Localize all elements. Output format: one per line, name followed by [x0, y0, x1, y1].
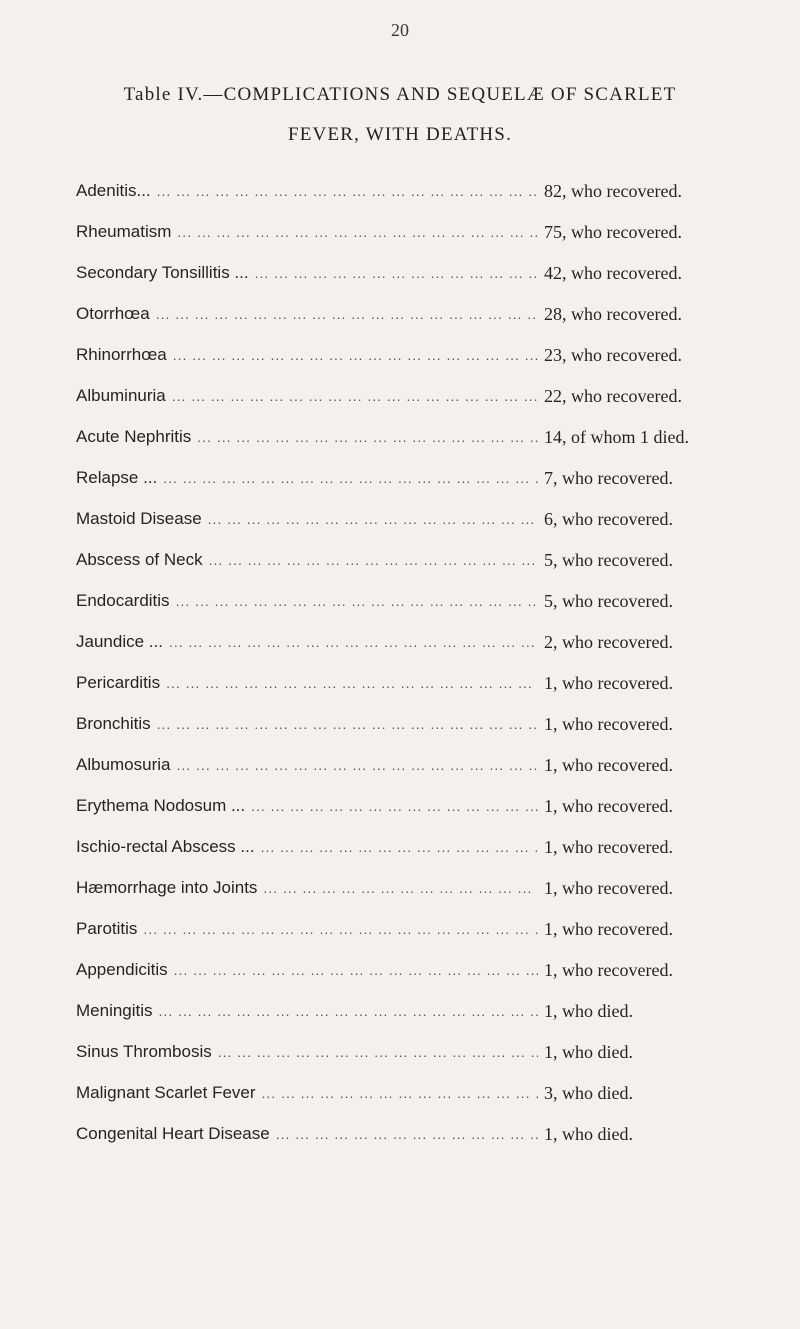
condition-label: Hæmorrhage into Joints — [76, 878, 258, 897]
leader-dots — [176, 593, 538, 609]
case-outcome: 1, who recovered. — [544, 918, 673, 939]
condition-label: Bronchitis — [76, 714, 151, 733]
list-item — [76, 996, 780, 1026]
list-item — [76, 217, 780, 247]
case-outcome: 23, who recovered. — [544, 344, 682, 365]
list-item — [76, 1037, 780, 1067]
condition-label: Rhinorrhœa — [76, 345, 167, 364]
table-title: Table IV.—COMPLICATIONS AND SEQUELÆ OF SCARLET — [123, 84, 677, 105]
condition-label: Albumosuria — [76, 755, 171, 774]
case-outcome: 1, who recovered. — [544, 836, 673, 857]
case-outcome: 82, who recovered. — [544, 180, 682, 201]
case-outcome: 1, who recovered. — [544, 959, 673, 980]
leader-dots — [276, 1126, 538, 1142]
condition-label: Rheumatism — [76, 222, 172, 241]
list-item — [76, 750, 780, 780]
leader-dots — [208, 511, 538, 527]
list-item — [76, 627, 780, 657]
list-item — [76, 381, 780, 411]
case-outcome: 75, who recovered. — [544, 221, 682, 242]
leader-dots — [177, 757, 539, 773]
leader-dots — [263, 880, 538, 896]
condition-label: Secondary Tonsillitis ... — [76, 263, 249, 282]
case-outcome: 2, who recovered. — [544, 631, 673, 652]
list-item — [76, 258, 780, 288]
case-outcome: 28, who recovered. — [544, 303, 682, 324]
condition-label: Mastoid Disease — [76, 509, 202, 528]
condition-label: Jaundice ... — [76, 632, 163, 651]
leader-dots — [173, 347, 538, 363]
condition-label: Otorrhœa — [76, 304, 150, 323]
leader-dots — [166, 675, 538, 691]
leader-dots — [169, 634, 538, 650]
leader-dots — [197, 429, 538, 445]
list-item — [76, 586, 780, 616]
leader-dots — [143, 921, 538, 937]
leader-dots — [172, 388, 538, 404]
leader-dots — [255, 265, 538, 281]
list-item — [76, 791, 780, 821]
list-item — [76, 340, 780, 370]
case-outcome: 1, who recovered. — [544, 754, 673, 775]
list-item — [76, 1119, 780, 1149]
condition-label: Pericarditis — [76, 673, 161, 692]
leader-dots — [209, 552, 538, 568]
condition-label: Ischio-rectal Abscess ... — [76, 837, 255, 856]
condition-label: Adenitis... — [76, 181, 151, 200]
leader-dots — [157, 183, 538, 199]
list-item — [76, 914, 780, 944]
list-item — [76, 176, 780, 206]
condition-label: Erythema Nodosum ... — [76, 796, 246, 815]
case-outcome: 1, who recovered. — [544, 795, 673, 816]
case-outcome: 5, who recovered. — [544, 590, 673, 611]
list-item — [76, 299, 780, 329]
leader-dots — [261, 839, 538, 855]
case-outcome: 5, who recovered. — [544, 549, 673, 570]
condition-label: Acute Nephritis — [76, 427, 192, 446]
condition-label: Malignant Scarlet Fever — [76, 1083, 256, 1102]
page-number: 20 — [391, 20, 409, 40]
case-outcome: 1, who recovered. — [544, 877, 673, 898]
condition-label: Congenital Heart Disease — [76, 1124, 270, 1143]
list-item — [76, 873, 780, 903]
condition-label: Appendicitis — [76, 960, 168, 979]
condition-label: Parotitis — [76, 919, 138, 938]
list-item — [76, 422, 780, 452]
case-outcome: 14, of whom 1 died. — [544, 426, 689, 447]
leader-dots — [177, 224, 538, 240]
case-outcome: 7, who recovered. — [544, 467, 673, 488]
condition-label: Albuminuria — [76, 386, 166, 405]
table-title-continued: FEVER, WITH DEATHS. — [287, 124, 513, 145]
condition-label: Meningitis — [76, 1001, 153, 1020]
case-outcome: 6, who recovered. — [544, 508, 673, 529]
leader-dots — [163, 470, 538, 486]
condition-label: Endocarditis — [76, 591, 170, 610]
case-outcome: 1, who died. — [544, 1123, 633, 1144]
case-outcome: 1, who died. — [544, 1000, 633, 1021]
list-item — [76, 955, 780, 985]
leader-dots — [159, 1003, 538, 1019]
condition-label: Abscess of Neck — [76, 550, 203, 569]
list-item — [76, 709, 780, 739]
leader-dots — [157, 716, 538, 732]
list-item — [76, 668, 780, 698]
list-item — [76, 832, 780, 862]
case-outcome: 42, who recovered. — [544, 262, 682, 283]
list-item — [76, 504, 780, 534]
case-outcome: 22, who recovered. — [544, 385, 682, 406]
leader-dots — [218, 1044, 538, 1060]
leader-dots — [174, 962, 538, 978]
case-outcome: 1, who recovered. — [544, 713, 673, 734]
condition-label: Sinus Thrombosis — [76, 1042, 212, 1061]
list-item — [76, 545, 780, 575]
case-outcome: 1, who recovered. — [544, 672, 673, 693]
case-outcome: 1, who died. — [544, 1041, 633, 1062]
leader-dots — [156, 306, 538, 322]
case-outcome: 3, who died. — [544, 1082, 633, 1103]
leader-dots — [251, 798, 538, 814]
leader-dots — [262, 1085, 538, 1101]
list-item — [76, 463, 780, 493]
list-item — [76, 1078, 780, 1108]
condition-label: Relapse ... — [76, 468, 158, 487]
